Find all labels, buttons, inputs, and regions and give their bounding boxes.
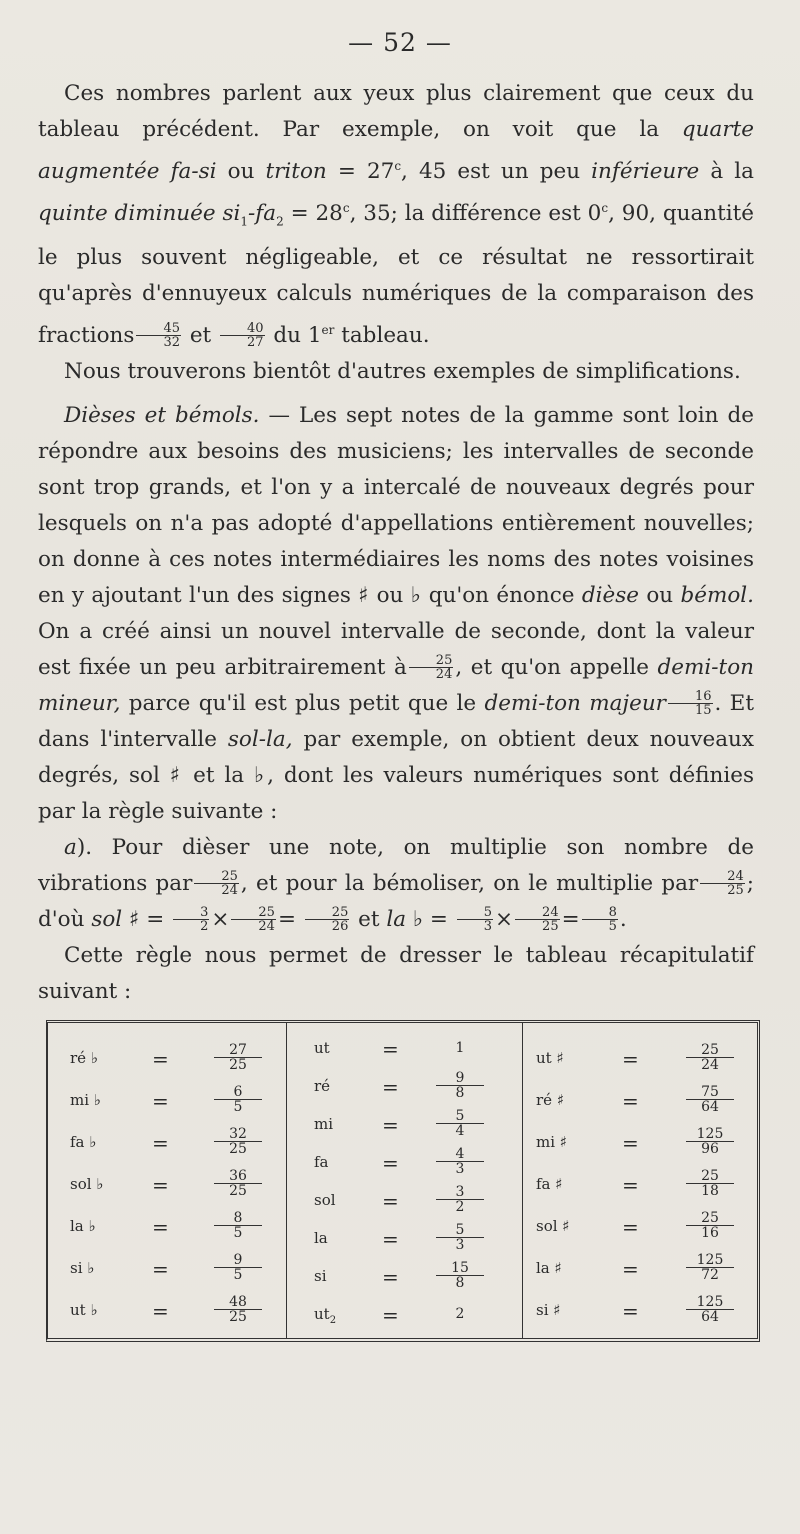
text-run: , et qu'on appelle (455, 654, 658, 680)
equals-sign: = (382, 1037, 399, 1061)
paragraph-1 (38, 76, 754, 354)
flats-column (48, 1023, 287, 1338)
ratio-value: 9 8 (436, 1071, 484, 1100)
superscript: c (601, 201, 609, 216)
fraction: $\frac{25}{26}$ (305, 906, 350, 933)
flat-row (48, 1211, 286, 1241)
equals-sign: = (622, 1299, 639, 1323)
ratio-value: 4 3 (436, 1147, 484, 1176)
flat-row (48, 1127, 286, 1157)
ratio-value: 75 64 (686, 1085, 734, 1114)
italic-run: quinte diminuée si (38, 201, 241, 227)
text-run: ). Pour dièser une note, on multiplie son nombre de vibrations par (38, 834, 754, 896)
text-run: . Et dans l'intervalle (38, 690, 754, 752)
ratio-value: 5 3 (436, 1223, 484, 1252)
sharp-row (522, 1295, 758, 1325)
italic-run: a (64, 834, 77, 860)
italic-run: inférieure (591, 159, 700, 185)
ratio-value: 125 64 (686, 1295, 734, 1324)
italic-run: bémol. (680, 582, 754, 608)
fraction: $\frac{5}{3}$ (457, 906, 493, 933)
subscript: 2 (276, 214, 284, 229)
italic-run: demi-ton mineur, (38, 654, 754, 716)
equals-sign: = (382, 1227, 399, 1251)
ratio-value: 32 25 (214, 1127, 262, 1156)
natural-row (286, 1071, 522, 1101)
text-run: = (277, 906, 303, 932)
note-name: mi (314, 1115, 334, 1133)
equals-sign: = (152, 1089, 169, 1113)
italic-run: la ♭ (386, 906, 424, 932)
note-name: la (314, 1229, 328, 1247)
natural-row (286, 1185, 522, 1215)
note-ratio-table (46, 1020, 760, 1342)
flat-row (48, 1169, 286, 1199)
sharp-row (522, 1169, 758, 1199)
flat-row (48, 1295, 286, 1325)
ratio-value: 3 2 (436, 1185, 484, 1214)
text-run: ou (638, 582, 681, 608)
fraction: $\frac{40}{27}$ (220, 322, 265, 349)
text-run: = 28 (283, 201, 343, 227)
naturals-column (286, 1023, 523, 1338)
text-run: × (211, 906, 230, 932)
text-run: , et pour la bémoliser, on le multiplie par (240, 870, 699, 896)
ratio-value: 36 25 (214, 1169, 262, 1198)
flat-row (48, 1253, 286, 1283)
text-run: par exemple, on obtient deux nouveaux degrés, sol ♯ et la ♭, dont les valeurs numériques sont définies par la règle suivante : (38, 726, 754, 824)
text-run: ou (216, 159, 266, 185)
equals-sign: = (152, 1257, 169, 1281)
text-run: du 1 (266, 322, 322, 348)
natural-row (286, 1261, 522, 1291)
page-number: — 52 — (348, 28, 452, 57)
text-run: — Les sept notes de la gamme sont loin de répondre aux besoins des musiciens; les intervalles de seconde sont trop grands, et l'on y a intercalé de nouveaux degrés pour lesquels on n'a pas adopté d'appellations entièrement nouvelles; on donne à ces notes intermédiaires les noms des notes voisines en y ajoutant l'un des signes ♯ ou ♭ qu'on énonce (38, 402, 754, 608)
natural-row (286, 1147, 522, 1177)
text-run: parce qu'il est plus petit que le (120, 690, 485, 716)
text-run: , 45 est un peu (401, 159, 592, 185)
note-name: sol ♭ (70, 1175, 104, 1193)
note-name: fa ♭ (70, 1133, 97, 1151)
natural-row (286, 1223, 522, 1253)
ratio-value: 15 8 (436, 1261, 484, 1290)
natural-row (286, 1109, 522, 1139)
note-name: ut (314, 1039, 330, 1057)
fraction: $\frac{24}{25}$ (515, 906, 560, 933)
body-text (38, 76, 754, 1010)
equals-sign: = (382, 1265, 399, 1289)
flat-row (48, 1085, 286, 1115)
equals-sign: = (382, 1075, 399, 1099)
fraction: $\frac{25}{24}$ (194, 870, 239, 897)
ratio-value: 1 (455, 1040, 465, 1056)
note-name: sol ♯ (536, 1217, 570, 1235)
fraction: $\frac{3}{2}$ (173, 906, 209, 933)
note-name: fa ♯ (536, 1175, 563, 1193)
note-name: la ♭ (70, 1217, 96, 1235)
equals-sign: = (622, 1089, 639, 1113)
note-name: mi ♭ (70, 1091, 101, 1109)
sharp-row (522, 1211, 758, 1241)
ratio-value: 125 96 (686, 1127, 734, 1156)
equals-sign: = (622, 1215, 639, 1239)
note-name: ré (314, 1077, 331, 1095)
text-run: On a créé ainsi un nouvel intervalle de seconde, dont la valeur est fixée un peu arbitrairement à (38, 618, 754, 680)
superscript: c (342, 201, 350, 216)
fraction: $\frac{25}{24}$ (409, 654, 454, 681)
equals-sign: = (622, 1131, 639, 1155)
equals-sign: = (152, 1215, 169, 1239)
superscript: c (394, 159, 402, 173)
natural-row (286, 1033, 522, 1063)
ratio-value: 25 18 (686, 1169, 734, 1198)
italic-run: demi-ton majeur (484, 690, 666, 716)
sharps-column (522, 1023, 758, 1338)
italic-run: sol-la, (227, 726, 293, 752)
text-run: , 35; la différence est 0 (349, 201, 602, 227)
note-name: $ut_2$ (314, 1305, 337, 1326)
flat-row (48, 1043, 286, 1073)
text-run: ; d'où (38, 870, 754, 932)
paragraph-3 (38, 398, 754, 830)
italic-run: -fa (248, 201, 277, 227)
paragraph-2: Nous trouverons bientôt d'autres exemples de simplifications. (64, 358, 741, 384)
fraction: $\frac{25}{24}$ (231, 906, 276, 933)
superscript: er (321, 322, 335, 337)
equals-sign: = (382, 1303, 399, 1327)
text-run: Ces nombres parlent aux yeux plus clairement que ceux du tableau précédent. Par exemple, on voit que la (38, 81, 754, 142)
fraction: $\frac{24}{25}$ (700, 870, 745, 897)
text-run: et (351, 906, 387, 932)
italic-run: triton (265, 159, 327, 185)
note-name: si (314, 1267, 327, 1285)
note-name: si ♭ (70, 1259, 95, 1277)
note-name: ré ♭ (70, 1049, 98, 1067)
section-heading: Dièses et bémols. (64, 402, 260, 428)
natural-row (286, 1299, 522, 1329)
text-run: = (423, 906, 455, 932)
sharp-row (522, 1127, 758, 1157)
text-run: = 27 (326, 159, 395, 185)
equals-sign: = (382, 1151, 399, 1175)
equals-sign: = (152, 1173, 169, 1197)
text-run: = (561, 906, 580, 932)
note-name: fa (314, 1153, 329, 1171)
text-run: tableau. (334, 322, 430, 348)
note-name: ut ♯ (536, 1049, 564, 1067)
equals-sign: = (622, 1173, 639, 1197)
text-run: , 90, quantité le plus souvent négligeable, et ce résultat ne ressortirait qu'après d'ennuyeux calculs numériques de la comparaison des fractions (38, 201, 754, 348)
equals-sign: = (152, 1047, 169, 1071)
ratio-value: 5 4 (436, 1109, 484, 1138)
note-name: si ♯ (536, 1301, 561, 1319)
equals-sign: = (152, 1299, 169, 1323)
italic-run: quarte augmentée fa-si (38, 117, 754, 185)
sharp-row (522, 1253, 758, 1283)
text-run: × (495, 906, 514, 932)
text-run: . (619, 906, 627, 932)
ratio-value: 9 5 (214, 1253, 262, 1282)
ratio-value: 2 (455, 1306, 465, 1322)
text-run: à la (699, 159, 754, 185)
note-name: sol (314, 1191, 336, 1209)
note-name: ré ♯ (536, 1091, 565, 1109)
fraction: $\frac{8}{5}$ (582, 906, 618, 933)
equals-sign: = (622, 1257, 639, 1281)
ratio-value: 8 5 (214, 1211, 262, 1240)
fraction: $\frac{16}{15}$ (668, 690, 713, 717)
note-name: la ♯ (536, 1259, 562, 1277)
ratio-value: 25 24 (686, 1043, 734, 1072)
sharp-row (522, 1085, 758, 1115)
text-run: = (139, 906, 172, 932)
ratio-value: 6 5 (214, 1085, 262, 1114)
sharp-row (522, 1043, 758, 1073)
paragraph-5: Cette règle nous permet de dresser le tableau récapitulatif suivant : (38, 942, 754, 1004)
paragraph-4 (38, 830, 754, 938)
ratio-value: 25 16 (686, 1211, 734, 1240)
ratio-value: 27 25 (214, 1043, 262, 1072)
note-name: ut ♭ (70, 1301, 98, 1319)
italic-run: dièse (581, 582, 639, 608)
equals-sign: = (622, 1047, 639, 1071)
equals-sign: = (382, 1113, 399, 1137)
equals-sign: = (382, 1189, 399, 1213)
subscript: 1 (240, 214, 249, 229)
ratio-value: 48 25 (214, 1295, 262, 1324)
equals-sign: = (152, 1131, 169, 1155)
text-run: et (182, 322, 219, 348)
fraction: $\frac{45}{32}$ (136, 322, 181, 349)
italic-run: sol ♯ (91, 906, 140, 932)
note-name: mi ♯ (536, 1133, 568, 1151)
ratio-value: 125 72 (686, 1253, 734, 1282)
